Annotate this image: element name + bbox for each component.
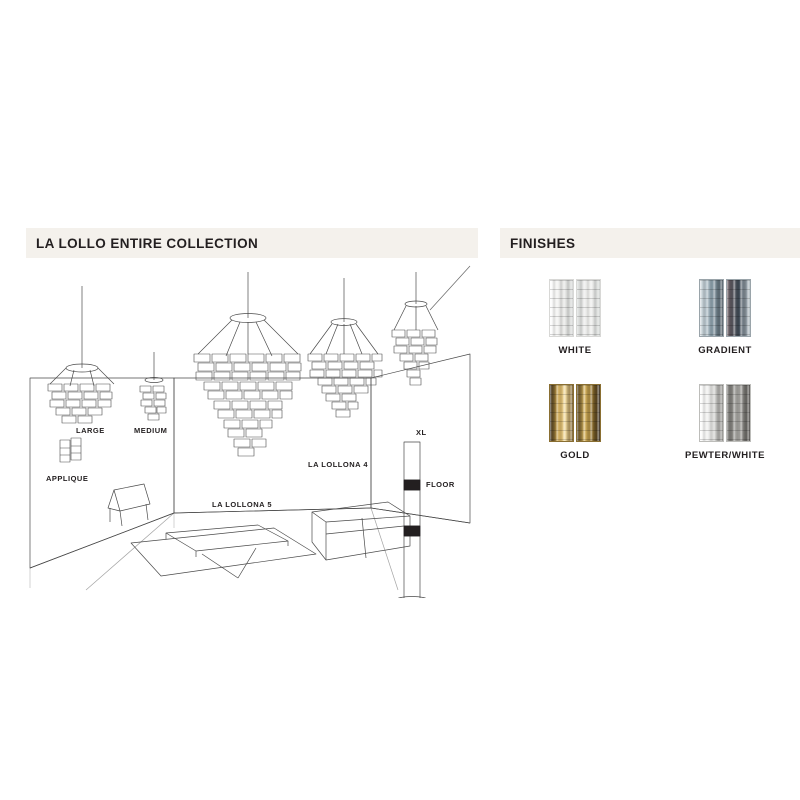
finishes-panel xyxy=(500,228,800,488)
finishes-body xyxy=(500,258,800,490)
finish-item-gradient[interactable] xyxy=(650,280,800,385)
finish-label-gold: GOLD xyxy=(560,450,590,461)
collection-title: LA LOLLO ENTIRE COLLECTION xyxy=(36,235,259,251)
finish-swatch-gold xyxy=(549,385,601,441)
finish-swatch-gradient xyxy=(699,280,751,336)
label-floor: FLOOR xyxy=(426,480,455,489)
collection-panel-header xyxy=(26,228,478,258)
label-xl: XL xyxy=(416,428,427,437)
finish-label-white: WHITE xyxy=(558,345,592,356)
collection-panel xyxy=(26,228,478,600)
label-la-lollona-4: LA LOLLONA 4 xyxy=(308,460,369,469)
label-applique: APPLIQUE xyxy=(46,474,89,483)
finish-item-white[interactable] xyxy=(500,280,650,385)
label-la-lollona-5: LA LOLLONA 5 xyxy=(212,500,273,509)
finish-swatch-pewter-white xyxy=(699,385,751,441)
finish-swatch-white xyxy=(549,280,601,336)
collection-illustration xyxy=(26,258,478,598)
finish-item-pewter-white[interactable] xyxy=(650,385,800,490)
label-large: LARGE xyxy=(76,426,105,435)
finishes-panel-header xyxy=(500,228,800,258)
finish-label-gradient: GRADIENT xyxy=(698,345,752,356)
label-medium: MEDIUM xyxy=(134,426,168,435)
finish-item-gold[interactable] xyxy=(500,385,650,490)
finishes-title: FINISHES xyxy=(510,235,576,251)
finish-grid xyxy=(500,280,800,490)
finish-label-pewter-white: PEWTER/WHITE xyxy=(685,450,765,461)
